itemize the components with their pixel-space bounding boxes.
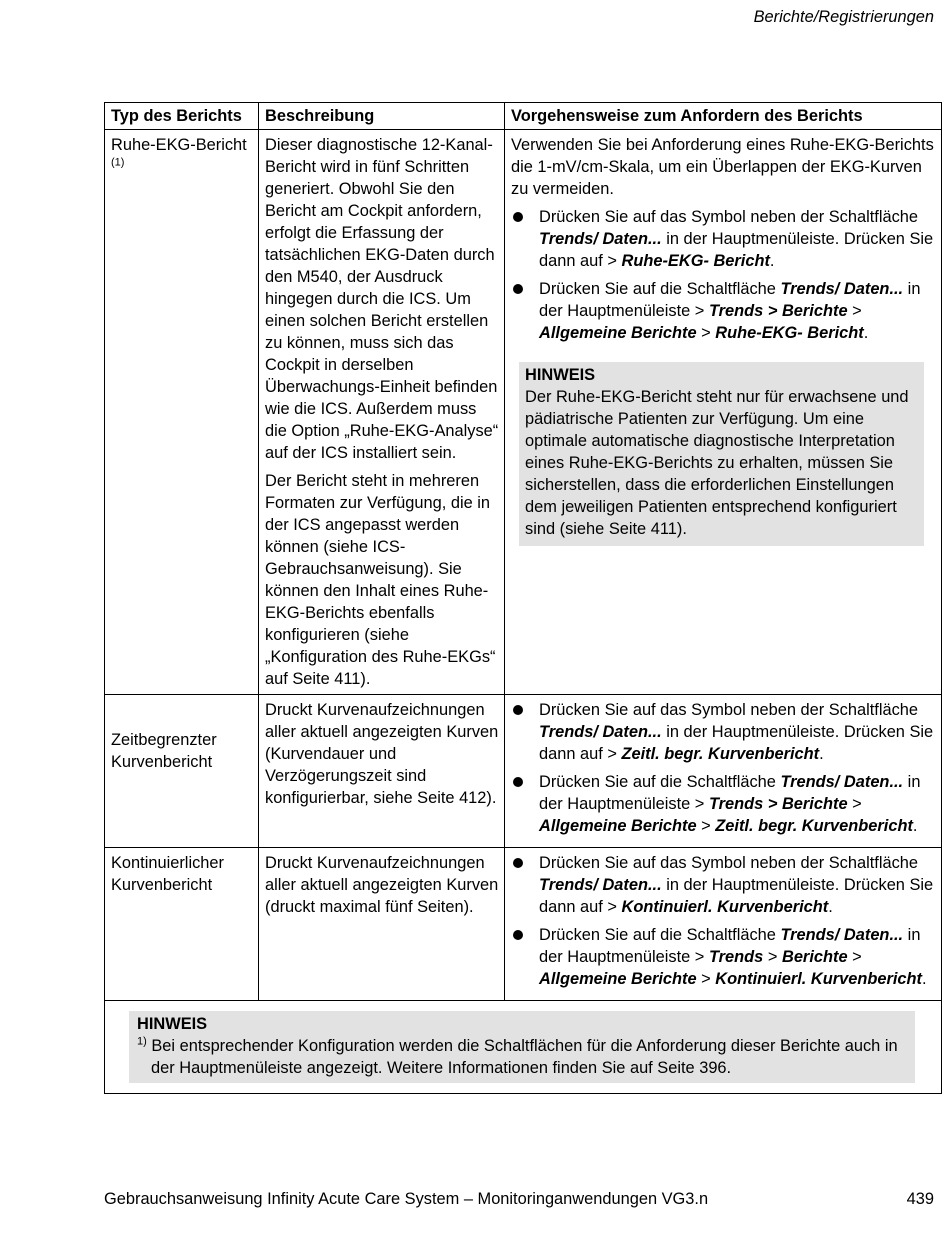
procedure-cell	[505, 695, 942, 848]
report-table	[104, 102, 942, 1094]
menu-path: Zeitl. begr. Kurvenbericht	[621, 745, 820, 763]
note-box	[129, 1011, 915, 1083]
menu-path: Trends/ Daten...	[780, 280, 904, 298]
menu-path: Allgemeine Berichte	[539, 817, 697, 835]
menu-path: Trends/ Daten...	[780, 773, 904, 791]
procedure-list	[511, 206, 936, 344]
list-item: Drücken Sie auf das Symbol neben der Schaltfläche Trends/ Daten... in der Hauptmenüleiste. Drücken Sie dann auf > Zeitl. begr. Kurvenbericht.	[511, 699, 936, 765]
footnote-ref: (1)	[111, 156, 125, 169]
table-header-row	[105, 103, 942, 130]
report-type-cell	[105, 695, 259, 848]
description-cell	[259, 695, 505, 848]
menu-path: Trends/ Daten...	[539, 876, 662, 894]
list-item: Drücken Sie auf die Schaltfläche Trends/ Daten... in der Hauptmenüleiste > Trends > Berichte > Allgemeine Berichte > Zeitl. begr. Kurvenbericht.	[511, 771, 936, 837]
menu-path: Ruhe-EKG- Bericht	[715, 324, 864, 342]
menu-path: Zeitl. begr. Kurvenbericht	[715, 817, 913, 835]
report-type-cell	[105, 130, 259, 695]
footnote-text: $^{1)}$ Bei entsprechender Konfiguration werden die Schaltflächen für die Anforderung dieser Berichte auch in der Hauptmenüleiste angezeigt. Weitere Informationen finden Sie auf Seite 396.	[137, 1035, 898, 1077]
menu-path: Trends > Berichte	[708, 795, 848, 813]
note-title: HINWEIS	[137, 1015, 208, 1033]
bullet-icon	[513, 858, 523, 868]
menu-path: Kontinuierl. Kurvenbericht	[715, 970, 923, 988]
procedure-cell	[505, 848, 942, 1001]
menu-path: Berichte	[781, 948, 848, 966]
bullet-icon	[513, 777, 523, 787]
description-cell	[259, 848, 505, 1001]
description-cell	[259, 130, 505, 695]
report-type-name: Zeitbegrenzter Kurvenbericht	[111, 731, 217, 771]
procedure-intro: Verwenden Sie bei Anforderung eines Ruhe-EKG-Berichts die 1-mV/cm-Skala, um ein Überlappen der EKG-Kurven zu vermeiden.	[511, 136, 934, 198]
menu-path: Trends	[708, 948, 764, 966]
column-header-procedure: Vorgehensweise zum Anfordern des Berichts	[505, 103, 942, 130]
description-paragraph: Druckt Kurvenaufzeichnungen aller aktuell angezeigten Kurven (druckt maximal fünf Seiten).	[265, 854, 499, 916]
table-row	[105, 848, 942, 1001]
section-header: Berichte/Registrierungen	[753, 8, 934, 26]
document-title: Gebrauchsanweisung Infinity Acute Care System – Monitoringanwendungen VG3.n	[104, 1190, 709, 1208]
menu-path: Allgemeine Berichte	[539, 324, 697, 342]
description-paragraph: Druckt Kurvenaufzeichnungen aller aktuell angezeigten Kurven (Kurvendauer und Verzögerungszeit sind konfigurierbar, siehe Seite 412).	[265, 701, 499, 807]
procedure-list	[511, 699, 936, 837]
list-item: Drücken Sie auf die Schaltfläche Trends/ Daten... in der Hauptmenüleiste > Trends > Berichte > Allgemeine Berichte > Kontinuierl. Kurvenbericht.	[511, 924, 936, 990]
menu-path: Trends/ Daten...	[780, 926, 904, 944]
list-item: Drücken Sie auf das Symbol neben der Schaltfläche Trends/ Daten... in der Hauptmenüleiste. Drücken Sie dann auf > Ruhe-EKG- Bericht.	[511, 206, 936, 272]
footnote-cell	[105, 1001, 942, 1094]
column-header-type: Typ des Berichts	[105, 103, 259, 130]
description-paragraph: Dieser diagnostische 12-Kanal-Bericht wird in fünf Schritten generiert. Obwohl Sie den Bericht am Cockpit anfordern, erfolgt die Erfassung der tatsächlichen EKG-Daten durch den M540, der Ausdruck hingegen durch die ICS. Um einen solchen Bericht erstellen zu können, muss sich das Cockpit in derselben Überwachungs-Einheit befinden wie die ICS. Außerdem muss die Option „Ruhe-EKG-Analyse“ auf der ICS installiert sein.	[265, 136, 499, 462]
menu-path: Trends/ Daten...	[539, 723, 662, 741]
bullet-icon	[513, 284, 523, 294]
note-title: HINWEIS	[525, 366, 596, 384]
note-box	[519, 362, 924, 546]
bullet-icon	[513, 930, 523, 940]
list-item: Drücken Sie auf das Symbol neben der Schaltfläche Trends/ Daten... in der Hauptmenüleiste. Drücken Sie dann auf > Kontinuierl. Kurvenbericht.	[511, 852, 936, 918]
footnote-mark: 1)	[137, 1035, 147, 1048]
table-row	[105, 130, 942, 695]
menu-path: Kontinuierl. Kurvenbericht	[621, 898, 829, 916]
description-paragraph: Der Bericht steht in mehreren Formaten zur Verfügung, die in der ICS angepasst werden können (siehe ICS-Gebrauchsanweisung). Sie können den Inhalt eines Ruhe-EKG-Berichts ebenfalls konfigurieren (siehe „Konfiguration des Ruhe-EKGs“ auf Seite 411).	[265, 472, 496, 688]
list-item: Drücken Sie auf die Schaltfläche Trends/ Daten... in der Hauptmenüleiste > Trends > Berichte > Allgemeine Berichte > Ruhe-EKG- Bericht.	[511, 278, 936, 344]
report-type-name: Kontinuierlicher Kurvenbericht	[111, 854, 224, 894]
procedure-cell	[505, 130, 942, 695]
menu-path: Ruhe-EKG- Bericht	[621, 252, 770, 270]
footnote-row	[105, 1001, 942, 1094]
note-text: Der Ruhe-EKG-Bericht steht nur für erwachsene und pädiatrische Patienten zur Verfügung. Um eine optimale automatische diagnostische Interpretation eines Ruhe-EKG-Berichts zu erhalten, müssen Sie sicherstellen, dass die erforderlichen Einstellungen dem jeweiligen Patienten entsprechend konfiguriert sind (siehe Seite 411).	[525, 388, 909, 538]
report-type-cell	[105, 848, 259, 1001]
column-header-description: Beschreibung	[259, 103, 505, 130]
menu-path: Trends/ Daten...	[539, 230, 662, 248]
bullet-icon	[513, 705, 523, 715]
table-row	[105, 695, 942, 848]
procedure-list	[511, 852, 936, 990]
page-number: 439	[906, 1190, 934, 1208]
bullet-icon	[513, 212, 523, 222]
menu-path: Allgemeine Berichte	[539, 970, 697, 988]
menu-path: Trends > Berichte	[708, 302, 848, 320]
report-type-name: Ruhe-EKG-Bericht	[111, 136, 247, 154]
